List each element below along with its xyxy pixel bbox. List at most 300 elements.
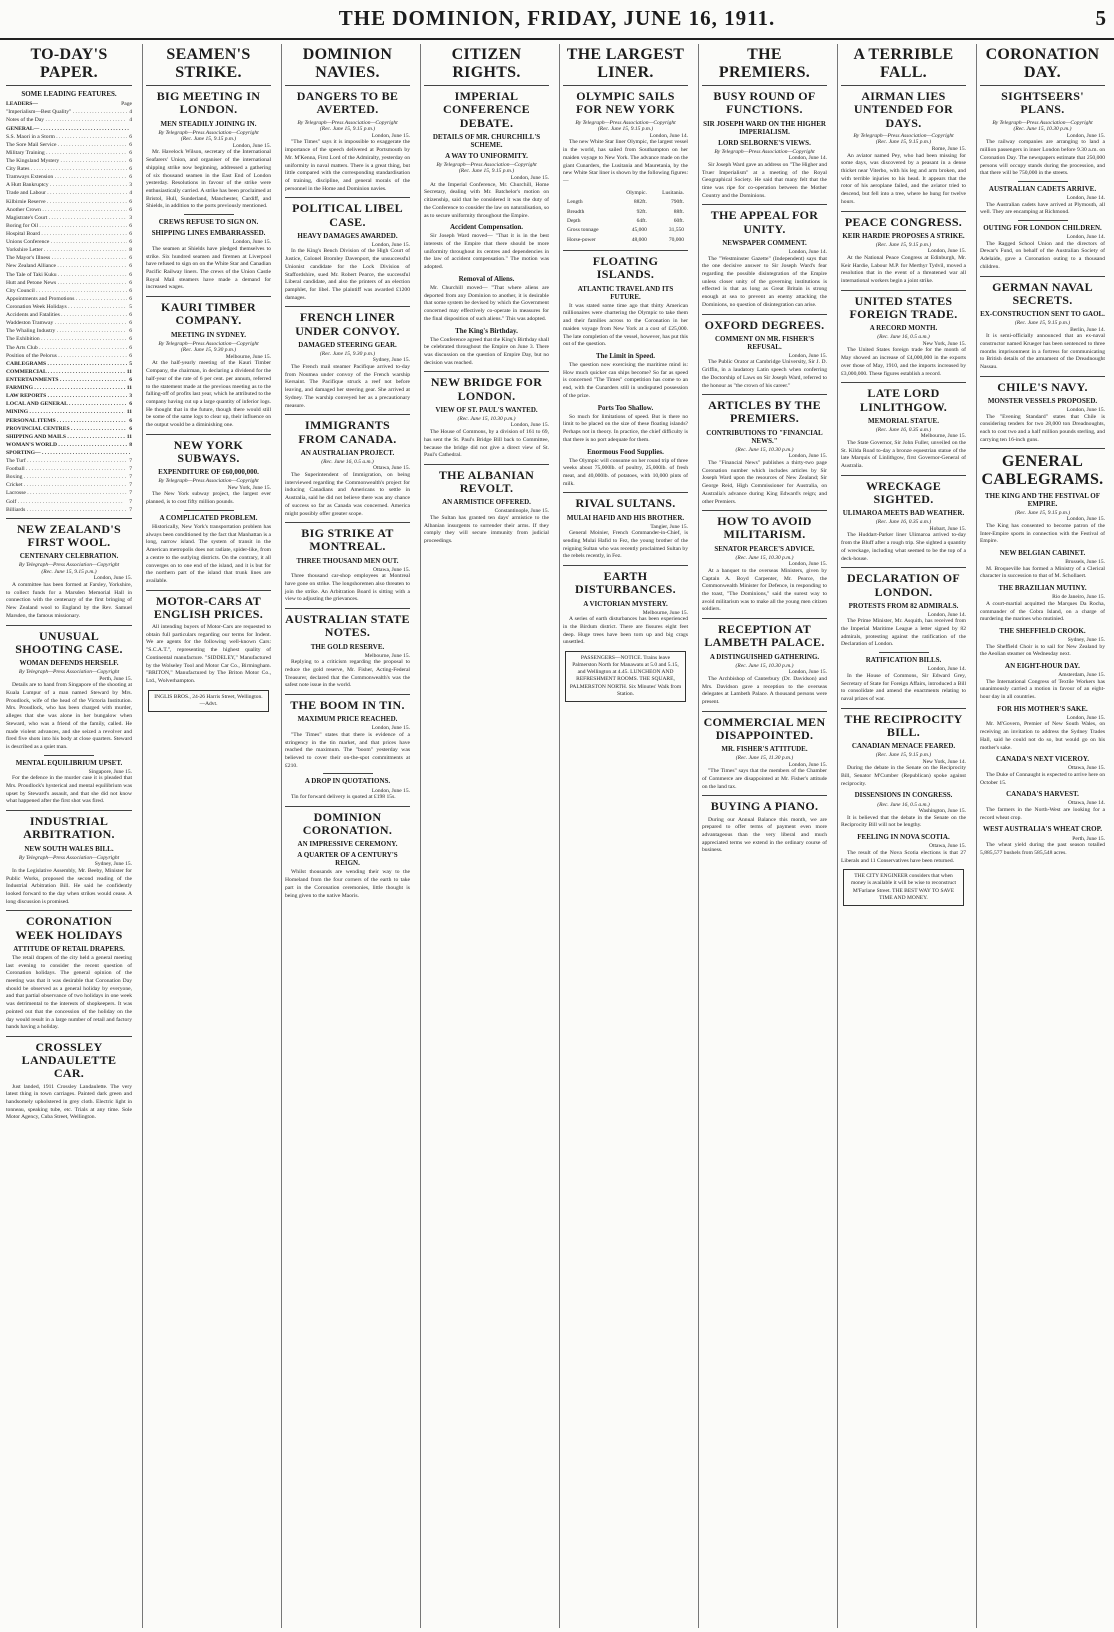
subheadline: THE GOLD RESERVE. <box>310 642 385 651</box>
headline: A COMPLICATED PROBLEM. <box>159 513 258 522</box>
headline: LATE LORD LINLITHGOW. <box>859 386 948 414</box>
subheadline: SHIPPING LINES EMBARRASSED. <box>151 229 266 238</box>
dateline: Sydney, June 15. <box>94 861 132 868</box>
dateline: Amsterdam, June 15. <box>1058 672 1105 679</box>
headline: COMMERCIAL MEN DISAPPOINTED. <box>703 714 826 742</box>
headline: MOTOR-CARS AT ENGLISH PRICES. <box>153 593 264 621</box>
article-text: The wheat yield during the past season totalled 5,885,577 bushels from 585,548 acres. <box>980 842 1105 856</box>
page-number: 5 <box>1095 6 1106 30</box>
index-item: Football . . . 7 <box>6 465 132 473</box>
article-text: The Australian cadets have arrived at Plymouth, all well. They are encamping at Richmond. <box>980 201 1105 216</box>
headline: FLOATING ISLANDS. <box>592 254 659 282</box>
article-text: General Moinier, French Commander-in-Chief, is sending Mulai Hafid to Fez, the young brother of the reigning Sultan who was recently proclaimed Sultan by the rebels recently, in Fez. <box>563 530 688 560</box>
dateline: Melbourne, June 15. <box>920 433 966 440</box>
dateline: London, June 15. <box>927 248 966 255</box>
headline: BIG STRIKE AT MONTREAL. <box>301 526 394 554</box>
article-text: The Huddart-Parker liner Ulimaroa arrived to-day from the Bluff after a rough trip. She sighted a quantity of wreckage, including what seemed to be the top of a deck-house. <box>841 532 966 562</box>
article-text: The Ragged School Union and the directors of Dewar's Fund, on behalf of the Australian Society of Adelaide, gave a Coronation outing to a thousand children. <box>980 240 1105 270</box>
subheadline: CONTRIBUTIONS TO "FINANCIAL NEWS." <box>706 428 823 445</box>
article-text: The International Congress of Textile Workers has unanimously carried a motion in favour of an eight-hour day in all countries. <box>980 678 1105 701</box>
article-text: The "Westminster Gazette" (Independent) says that the one decisive answer to Sir Joseph Ward's fear regarding the possible disintegration of the Empire unless closer unity of the governing institutions is effected is that as long as Great Britain is strong enough at sea to prevent an enemy attacking the Dominions, no question of disintegration can arise. <box>702 255 827 308</box>
received-time: (Rec. June 15, 9.15 p.m.) <box>41 568 97 575</box>
index-item: COMMERCIAL . . . 11 <box>6 368 132 376</box>
subheadline: MAXIMUM PRICE REACHED. <box>297 715 398 724</box>
dateline: Tangier, June 15. <box>650 523 688 530</box>
dateline: Rio de Janeiro, June 15. <box>1052 594 1105 601</box>
subheadline: A WAY TO UNIFORMITY. <box>445 151 528 160</box>
article-text: At the Imperial Conference, Mr. Churchill, Home Secretary, dealing with Mr. Batchelor's motion on citizenship, said that he considered it was the duty of the Conference to consider the law on naturalisation, so as to secure uniformity throughout the Empire. <box>424 181 549 219</box>
subheadline: KEIR HARDIE PROPOSES A STRIKE. <box>842 231 965 240</box>
dateline: London, June 14. <box>927 666 966 673</box>
subheadline: THREE THOUSAND MEN OUT. <box>296 556 399 565</box>
article-text: At the National Peace Congress at Edinburgh, Mr. Keir Hardie, Labour M.P. for Merthyr Tydvil, moved a resolution that in the event of a threatened war all international workers begin a joint strike. <box>841 254 966 285</box>
headline: BUSY ROUND OF FUNCTIONS. <box>713 89 816 117</box>
liner-comparison-table <box>563 188 688 247</box>
dateline: Washington, June 15. <box>918 808 966 815</box>
headline: CREWS REFUSE TO SIGN ON. <box>158 218 259 227</box>
index-item: The Arts Club . . . 6 <box>6 344 132 352</box>
dateline: Ottawa, June 14. <box>1068 800 1105 807</box>
dateline: Melbourne, June 15. <box>225 353 271 360</box>
received-time: (Rec. June 15, 9.15 p.m.) <box>875 752 932 759</box>
subheadline: EX-CONSTRUCTION SENT TO GAOL. <box>980 309 1105 318</box>
headline: AUSTRALIAN STATE NOTES. <box>285 612 410 640</box>
dateline: Perth, June 15. <box>1072 835 1105 842</box>
subheadline: MEN STEADILY JOINING IN. <box>160 119 257 128</box>
table-header-row: Olympic. Lusitania. <box>626 189 684 196</box>
dateline: London, June 15. <box>1066 516 1105 523</box>
headline: PEACE CONGRESS. <box>844 214 963 229</box>
headline: NEW BRIDGE FOR LONDON. <box>430 375 543 403</box>
column-8 <box>976 44 1108 1628</box>
section-heading: THE LARGEST LINER. <box>566 46 685 81</box>
subheadline: MULAI HAFID AND HIS BROTHER. <box>566 513 685 522</box>
index-item: The Sore Mail Service . . . 6 <box>6 141 132 149</box>
headline: CANADA'S NEXT VICEROY. <box>995 755 1090 764</box>
index-item: Accidents and Fatalities . . . 6 <box>6 311 132 319</box>
received-time: (Rec. June 15, 9.15 p.m.) <box>458 168 515 175</box>
dateline: Melbourne, June 15. <box>364 652 410 659</box>
column-2 <box>142 44 274 1628</box>
index-item: Lacrosse . . . 7 <box>6 489 132 497</box>
byline: By Telegraph—Press Association—Copyright <box>714 148 815 155</box>
headline: RECEPTION AT LAMBETH PALACE. <box>704 622 825 650</box>
column-6 <box>698 44 830 1628</box>
subheadline: DAMAGED STEERING GEAR. <box>298 340 397 349</box>
index-heading: SOME LEADING FEATURES. <box>21 90 117 99</box>
subheadline: SIR JOSEPH WARD ON THE HIGHER IMPERIALISM. <box>703 119 826 136</box>
table-row: Depth 64ft. 60ft. <box>567 217 684 224</box>
index-item: City Rates . . . 6 <box>6 165 132 173</box>
subheadline: ATLANTIC TRAVEL AND ITS FUTURE. <box>577 284 674 301</box>
section-heading: DOMINION NAVIES. <box>302 46 393 81</box>
dateline: Ottawa, June 15. <box>929 843 966 850</box>
headline: THE RECIPROCITY BILL. <box>844 711 963 739</box>
section-heading: THE PREMIERS. <box>718 46 811 81</box>
received-time: (Rec. June 16, 0.5 a.m.) <box>877 334 930 341</box>
index-item: City Council . . . 6 <box>6 287 132 295</box>
index-item: Golf . . . 7 <box>6 498 132 506</box>
headline: OUTING FOR LONDON CHILDREN. <box>983 224 1102 233</box>
table-row: Length 882ft. 790ft. <box>567 199 684 206</box>
dateline: London, June 14. <box>788 248 827 255</box>
headline: DISSENSIONS IN CONGRESS. <box>854 791 953 800</box>
index-item: SHIPPING AND MAILS . . . 11 <box>6 433 132 441</box>
headline: DOMINION CORONATION. <box>302 809 393 838</box>
masthead <box>0 0 1114 40</box>
column-5 <box>559 44 691 1628</box>
index-item: Kilbirnie Reserve . . . 6 <box>6 198 132 206</box>
index-item: MINING . . . 11 <box>6 408 132 416</box>
headline: ARTICLES BY THE PREMIERS. <box>708 398 821 426</box>
article-text: It was stated some time ago that thirty American millionaires were chartering the Olympic to take them and their families across to the Coronation in her maiden voyage from New York at a cost of £25,000. The late completion of the vessel, however, has put this out of the question. <box>563 302 688 348</box>
dateline: Rome, June 15. <box>931 145 966 152</box>
received-time: (Rec. June 15, 9.15 p.m.) <box>875 241 932 248</box>
dateline: London, June 15. <box>232 239 271 246</box>
dateline: Berlin, June 14. <box>1070 326 1105 333</box>
headline: RIVAL SULTANS. <box>575 496 676 511</box>
subheadline: A RECORD MONTH. <box>869 324 938 333</box>
subheadline: NEW SOUTH WALES BILL. <box>24 844 114 853</box>
index-item: The Tale of Taki Kuku . . . 6 <box>6 271 132 279</box>
article-text: The Archbishop of Canterbury (Dr. Davidson) and Mrs. Davidson gave a reception to the overseas delegates at Lambeth Palace. A thousand persons were present. <box>702 675 827 705</box>
byline: By Telegraph—Press Association—Copyright <box>853 132 954 139</box>
article-text: The "Financial News" publishes a thirty-two page Coronation number which includes articles by Sir Joseph Ward upon the resources of New Zealand; Sir George Reid, High Commissioner for Australia, on Australia's advance during King Edward's reign; and other Premiers. <box>702 459 827 505</box>
index-item: Yorkshire Letter . . . 8 <box>6 246 132 254</box>
byline: By Telegraph—Press Association—Copyright <box>436 161 537 168</box>
dateline: Ottawa, June 15. <box>1068 765 1105 772</box>
article-text: The Public Orator at Cambridge University, Sir J. D. Griffin, in a laudatory Latin speech when conferring the Doctorship of Laws on Sir Joseph Ward, referred to the honour as "the crown of his career." <box>702 359 827 389</box>
dateline: London, June 14. <box>649 132 688 139</box>
section-heading: CORONATION DAY. <box>985 46 1100 81</box>
index-item: A Hutt Bankruptcy . . . 3 <box>6 181 132 189</box>
index-item: ENTERTAINMENTS . . . 6 <box>6 376 132 384</box>
received-time: (Rec. June 15, 9.30 p.m.) <box>180 347 237 354</box>
subheadline: A DISTINGUISHED GATHERING. <box>709 652 820 661</box>
index-item: Unions Conference . . . 6 <box>6 238 132 246</box>
column-1 <box>3 44 135 1628</box>
headline: AUSTRALIAN CADETS ARRIVE. <box>988 184 1097 193</box>
headline: SIGHTSEERS' PLANS. <box>1001 89 1084 117</box>
section-label: Enormous Food Supplies. <box>587 447 664 456</box>
article-text: The railway companies are arranging to land a million passengers in inner London before 9.30 a.m. on Coronation Day. The newspapers estimate that 250,000 persons will occupy stands during the procession, and that there will be 750,000 in the streets. <box>980 139 1105 177</box>
headline: KAURI TIMBER COMPANY. <box>160 300 257 328</box>
column-4 <box>420 44 552 1628</box>
headline: UNUSUAL SHOOTING CASE. <box>15 628 123 656</box>
index-item: Cricket . . . 7 <box>6 481 132 489</box>
article-text: The seamen at Shields have pledged themselves to strike. Six hundred seamen and firemen at Liverpool have refused to sign on on the White Star and Canadian Pacific Railway liners. The crews of the Union Castle Royal Mail steamers have made a demand for increased wages. <box>146 245 271 291</box>
article-text: Just landed, 1911 Crossley Landaulette. The very latest thing in town carriages. Painted dark green and handsomely upholstered in grey cloth. Electric light in tonneau, speaking tube, etc. Trials at any time. Sole Motor Agency, Cuba Street, Wellington. <box>6 1083 132 1121</box>
subheadline: AN IMPRESSIVE CEREMONY. <box>297 840 398 849</box>
dateline: Ottawa, June 15. <box>373 465 410 472</box>
article-text: So much for limitations of speed. But is there no limit to be placed on the size of these floating islands? Perhaps not in theory. In practice, the chief difficulty is that there is no port adequate for them. <box>563 413 688 443</box>
index-item: LAW REPORTS . . . 3 <box>6 392 132 400</box>
received-time: (Rec. June 15, 9.15 p.m.) <box>319 126 376 133</box>
index-item: Notes of the Day . . . 4 <box>6 116 132 124</box>
index-item: LOCAL AND GENERAL . . . 6 <box>6 400 132 408</box>
advertisement: PASSENGERS—NOTICE. Trains leave Palmerston North for Manawatu at 5.0 and 5.15, and Wellington at 4.45. LUNCHEON AND REFRESHMENT ROOMS. THE SQUARE, PALMERSTON NORTH. Six Minutes' Walk from Station. <box>565 651 686 702</box>
index-item: The Whaling Industry . . . 6 <box>6 327 132 335</box>
article-text: The King has consented to become patron of the Inter-Empire sports in connection with the Festival of Empire. <box>980 522 1105 545</box>
section-heading: CITIZEN RIGHTS. <box>451 46 522 81</box>
article-text: The Duke of Connaught is expected to arrive here on October 15. <box>980 771 1105 786</box>
article-text: Tin for forward delivery is quoted at £198 15s. <box>291 794 396 801</box>
received-time: (Rec. June 15, 11.30 p.m.) <box>735 755 794 762</box>
article-text: "The Times" says it is impossible to exaggerate the importance of the speech delivered at Portsmouth by Mr. M'Kenna, First Lord of the Admiralty, yesterday on uniformity in naval matters. There is a great thing, but little compared with the corresponding standardisation of training, discipline, and general morals of the personnel in the Home and Dominion navies. <box>285 139 410 192</box>
dateline: London, June 14. <box>1066 234 1105 241</box>
headline: CROSSLEY LANDAULETTE CAR. <box>21 1040 117 1081</box>
general-cablegrams-heading: GENERAL CABLEGRAMS. <box>981 453 1104 489</box>
headline: DECLARATION OF LONDON. <box>847 571 960 599</box>
headline: FEELING IN NOVA SCOTIA. <box>857 833 950 842</box>
received-time: (Rec. June 16, 0.5 a.m.) <box>877 801 930 808</box>
byline: By Telegraph—Press Association—Copyright <box>158 478 259 485</box>
headline: HOW TO AVOID MILITARISM. <box>717 514 812 542</box>
byline: By Telegraph—Press Association—Copyright <box>18 854 120 861</box>
article-text: The State Governor, Sir John Fuller, unveiled on the St. Kilda Road to-day a bronze equestrian statue of the late Marquis of Linlithgow, first Governor-General of Australia. <box>841 439 966 470</box>
article-text: The New York subway project, the largest ever planned, is to cost fifty million pounds. <box>146 491 271 506</box>
article-text: The Sheffield Choir is to sail for New Zealand by the Aeolian steamer on Wednesday next. <box>980 643 1105 658</box>
article-text: A series of earth disturbances has been experienced in the Birdum district. There are fissures eight feet deep. Huge trees have been torn up and big crags unsettled. <box>563 616 688 646</box>
article-text: The question now exercising the maritime mind is: How much quicker can ships become? So far as speed is concerned "The Times" competition has come to an end, with the Cunarders still in undisputed possession of the prize. <box>563 362 688 399</box>
headline: MENTAL EQUILIBRIUM UPSET. <box>15 758 123 767</box>
dateline: London, June 15. <box>371 241 410 248</box>
article-text: Replying to a criticism regarding the proposal to reduce the gold reserve, Mr. Fisher, Acting-Federal Treasurer, declared that the Commonwealth's was the safest note issue in the world. <box>285 659 410 689</box>
index-item: Magistrate's Court . . . 3 <box>6 214 132 222</box>
dateline: London, June 14. <box>927 611 966 618</box>
index-header-row: LEADERS— Page <box>6 101 132 108</box>
dateline: London, June 15. <box>232 142 271 149</box>
subheadline: A VICTORIAN MYSTERY. <box>583 599 668 608</box>
index-item: Boxing . . . 7 <box>6 473 132 481</box>
index-item: The Kingsland Mystery . . . 6 <box>6 157 132 165</box>
article-text: Mr. Churchill moved— "That where aliens are deported from any Dominion to another, it is desirable that some system be devised by which the Government concerned may effectively co-operate in measures for the final disposition of such aliens." This was adopted. <box>424 284 549 322</box>
dateline: London, June 15. <box>788 453 827 460</box>
headline: UNITED STATES FOREIGN TRADE. <box>849 293 958 322</box>
article-text: Historically, New York's transportation problem has always been conditioned by the fact that Manhattan is a long, narrow island. The system of transit in the American metropolis does not radiate, spider-like, from a centre to the outlying districts. On the contrary, it all converges on to one end of the island, and it is but for the northern part of the island that trunk lines are available. <box>146 523 271 584</box>
dateline: Sydney, June 15. <box>372 357 410 364</box>
dateline: New York, June 15. <box>227 484 271 491</box>
index-item: S.S. Maori in a Storm . . . 6 <box>6 133 132 141</box>
section-heading: SEAMEN'S STRIKE. <box>166 46 251 81</box>
byline: By Telegraph—Press Association—Copyright <box>18 669 120 676</box>
index-item: The Exhibition . . . 6 <box>6 335 132 343</box>
subheadline: LORD SELBORNE'S VIEWS. <box>718 138 811 147</box>
article-text: The United States foreign trade for the month of May showed an increase of £4,000,000 in the exports over those of May, 1910, and the imports increased by £3,000,000. These figures establish a record. <box>841 347 966 377</box>
headline: A DROP IN QUOTATIONS. <box>304 777 391 786</box>
article-text: Sir Joseph Ward moved— "That it is in the best interests of the Empire that there should be more uniformity throughout its centres and dependencies in the law of accident compensation." The motion was adopted. <box>424 233 549 271</box>
article-text: For the defence in the murder case it is pleaded that Mrs. Proudlock's hysterical and mental equilibrium was upset by Steward's assault, and that she did not know what happened after the first shot was fired. <box>6 775 132 805</box>
index-item: Hutt and Petone News . . . 6 <box>6 279 132 287</box>
article-text: The new White Star liner Olympic, the largest vessel in the world, has sailed from Southampton on her maiden voyage to New York. The advance made on the giant Cunarders, the Lusitania and Mauretania, by the new White Star liner is shown by the following figures:— <box>563 139 688 184</box>
headline: BIG MEETING IN LONDON. <box>156 89 261 117</box>
index-item: Appointments and Promotions . . . 6 <box>6 295 132 303</box>
index-item: WOMAN'S WORLD . . . 8 <box>6 441 132 449</box>
dateline: Singapore, June 15. <box>88 768 132 775</box>
headline: THE BOOM IN TIN. <box>290 698 405 713</box>
subheadline: WOMAN DEFENDS HERSELF. <box>19 658 119 667</box>
dateline: London, June 15. <box>788 561 827 568</box>
article-text: The Prime Minister, Mr. Asquith, has received from the Imperial Maritime League a letter signed by 82 admirals, protesting against the ratification of the Declaration of London. <box>841 618 966 648</box>
headline: OXFORD DEGREES. <box>704 317 825 332</box>
column-7 <box>837 44 969 1628</box>
article-text: Mr. M'Govern, Premier of New South Wales, on receiving an invitation to address the Sydney Trades Hall, said he could not do so, but would go on his mother's sake. <box>980 721 1105 751</box>
index-item: CABLEGRAMS . . . 5 <box>6 360 132 368</box>
dateline: London, June 15. <box>371 132 410 139</box>
received-time: (Rec. June 15, 10.30 p.m.) <box>1013 126 1072 133</box>
article-text: It is semi-officially announced that an ex-naval constructor named Krueger has been sentenced to three months imprisonment in a fortress for communicating to British details of the armament of the Dreadnought Nassau. <box>980 333 1105 371</box>
masthead-title: THE DOMINION, FRIDAY, JUNE 16, 1911. <box>338 6 776 30</box>
received-time: (Rec. June 15, 10.30 p.m.) <box>735 554 794 561</box>
dateline: London, June 15. <box>1066 406 1105 413</box>
dateline: London, June 15. <box>788 352 827 359</box>
article-text: A court-martial acquitted the Marques Da Rocha, commander of the Cobra Island, on a charge of murdering the marines who mutinied. <box>980 600 1105 623</box>
received-time: (Rec. June 15, 9.15 p.m.) <box>1014 319 1071 326</box>
received-time: (Rec. June 15, 9.15 p.m.) <box>875 139 932 146</box>
todays-paper-heading: TO-DAY'S PAPER. <box>30 46 108 81</box>
article-text: In the House of Commons, Sir Edward Grey, Secretary of State for Foreign Affairs, introduced a Bill to consolidate and amend the enactments relating to naval prizes of war. <box>841 672 966 702</box>
subheadline: MEMORIAL STATUE. <box>868 416 939 425</box>
article-text: A committee has been formed at Farsley, Yorkshire, to collect funds for a Marsden Memorial Hall in connection with the centenary of the first bringing of New Zealand wool to England by the Rev. Samuel Marsden, the famous missionary. <box>6 582 132 619</box>
index-item: GENERAL— . . . <box>6 125 132 133</box>
subheadline: EXPENDITURE OF £60,000,000. <box>158 468 259 477</box>
index-item: PERSONAL ITEMS . . . 6 <box>6 417 132 425</box>
headline: GERMAN NAVAL SECRETS. <box>992 279 1093 307</box>
subheadline: THE KING AND THE FESTIVAL OF EMPIRE. <box>984 491 1101 508</box>
headline: RATIFICATION BILLS. <box>865 656 942 665</box>
article-text: The Superintendent of Immigration, on being interviewed regarding the Commonwealth's project for inducing Canadians and Americans to settle in Australia, said he did not believe there was any chance of success so far as Canada was concerned. America might possibly offer greater scope. <box>285 471 410 517</box>
headline: FRENCH LINER UNDER CONVOY. <box>295 310 400 338</box>
dateline: London, June 15. <box>1066 714 1105 721</box>
article-text: It is believed that the debate in the Senate on the Reciprocity Bill will not be lengthy. <box>841 814 966 829</box>
index-item: Another Crown . . . 6 <box>6 206 132 214</box>
headline: BUYING A PIANO. <box>710 799 819 814</box>
section-label: The Limit in Speed. <box>595 351 656 360</box>
article-text: The French mail steamer Pacifique arrived to-day from Noumea under convoy of the French warship Kersaint. The Pacifique struck a reef not before leaving, and damaged her steering gear. She arrived at Sydney. The warship conveyed her as a precautionary measure. <box>285 364 410 409</box>
subheadline: AN ARMISTICE OFFERED. <box>442 498 531 507</box>
table-row: Gross tonnage 45,000 31,550 <box>567 227 684 234</box>
article-text: Three thousand car-shop employees at Montreal have gone on strike. The longshoremen also threaten to join the strike. An Arbitration Board is sitting with a view to adjusting the grievances. <box>285 573 410 603</box>
subheadline: MEETING IN SYDNEY. <box>170 330 246 339</box>
columns <box>0 44 1114 1628</box>
dateline: London, June 14. <box>788 155 827 162</box>
article-text: The farmers in the North-West are looking for a record wheat crop. <box>980 807 1105 821</box>
headline: CORONATION WEEK HOLIDAYS <box>15 914 123 942</box>
headline: CHILE'S NAVY. <box>997 379 1088 394</box>
article-text: In the King's Bench Division of the High Court of Justice, Colonel Bromley Davenport, the unsuccessful Unionist candidate for the Lock Division of Staffordshire, sued Mr. Robert Pearce, the successful Liberal candidate, and also the printers of an election pamphlet, for libel. The plaintiff was awarded £1200 damages. <box>285 248 410 301</box>
dateline: London, June 15. <box>510 175 549 182</box>
article-text: An aviator named Pey, who had been missing for some days, was discovered by a peasant in a dense thicket near Viterbo, with his leg and arm broken, and with terrible injuries to his head. It appears that the rotor of his aeroplane failed, and the aviator tried to descend, but fell into a tree, where he hung for twelve hours. <box>841 152 966 205</box>
section-label: Accident Compensation. <box>449 223 524 232</box>
article-text: M. Broqueville has formed a Ministry of a Clerical character in succession to that of M. Schollaert. <box>980 565 1105 580</box>
advertisement: INGLIS BROS., 24-26 Harris Street, Wellington.—Advt. <box>148 690 269 712</box>
dateline: London, June 14. <box>1066 194 1105 201</box>
article-text: At a banquet to the overseas Ministers, given by Captain A. Boyd Carpenter, Mr. Pearce, the Commonwealth Minister for Defence, in responding to the toast, "The Dominions," said the surest way to avoid militarism was to make all the young men citizen soldiers. <box>702 567 827 613</box>
subheadline: COMMENT ON MR. FISHER'S REFUSAL. <box>714 334 815 351</box>
dateline: New York, June 15. <box>922 340 966 347</box>
headline: INDUSTRIAL ARBITRATION. <box>23 814 115 842</box>
headline: THE APPEAL FOR UNITY. <box>710 208 819 236</box>
headline: NEW ZEALAND'S FIRST WOOL. <box>16 521 122 549</box>
article-text: At the half-yearly meeting of the Kauri Timber Company, the chairman, in declaring a dividend for the half-year of the rate of 6 per cent. per annum, referred to the statement made at the previous meeting as to the falling-off of profits last year, which he attributed to the company having cut up a large quantity of inferior logs. He thought that in the future, though there would still be some of the same logs to clear up, their influence on the output would be a diminishing one. <box>146 360 271 429</box>
article-text: All intending buyers of Motor-Cars are requested to obtain full particulars regarding our terms for Indent. We are agents for the following well-known Cars: "S.C.A.T.", representing the highest quality of Continental manufacture. "SIDDELEY," Manufactured by the Wolseley Tool and Motor Car Co., Birmingham. "BRITON," Manufactured by The Briton Motor Co., Ltd., Wolverhampton. <box>146 624 271 685</box>
index-item: "Imperialism—Best Quality" . . . 4 <box>6 108 132 116</box>
dateline: Constantinople, June 15. <box>494 508 549 515</box>
headline: NEW YORK SUBWAYS. <box>173 437 244 465</box>
dateline: London, June 15. <box>371 787 410 794</box>
byline: By Telegraph—Press Association—Copyright <box>575 119 676 126</box>
index-item: Position of the Pelorus . . . 6 <box>6 352 132 360</box>
headline: WEST AUSTRALIA'S WHEAT CROP. <box>982 825 1103 834</box>
subheadline: HEAVY DAMAGES AWARDED. <box>297 231 398 240</box>
headline: THE BRAZILIAN MUTINY. <box>998 584 1087 593</box>
index-item: Tramways Extension . . . 6 <box>6 173 132 181</box>
subheadline: ULIMAROA MEETS BAD WEATHER. <box>842 509 965 518</box>
article-text: During our Annual Balance this month, we are prepared to offer terms of payment even more advantageous than the very liberal and much appreciated terms we extend in the ordinary course of business. <box>702 816 827 854</box>
headline: THE ALBANIAN REVOLT. <box>438 467 535 496</box>
article-text: Details are to hand from Singapore of the shooting at Kuala Lumpur of a man named Steward by Mrs. Proudlock, wife of the head of the Victoria Institution. Mrs. Proudlock, who has been charged with murder, alleges that she was alone in her bungalow when Steward, who was a friend of the family, called. He made violent advances, and she seized a revolver and fired five shots into his body at close quarters. Steward is described as a quiet man. <box>6 682 132 750</box>
received-time: (Rec. June 16, 0.5 a.m.) <box>321 458 374 465</box>
index-item: Billiards . . . 7 <box>6 506 132 514</box>
section-label: The King's Birthday. <box>455 326 518 335</box>
subheadline: SENATOR PEARCE'S ADVICE. <box>714 544 815 553</box>
subheadline: CANADIAN MENACE FEARED. <box>851 742 956 751</box>
received-time: (Rec. June 15, 9.15 p.m.) <box>180 136 237 143</box>
section-label: Removal of Aliens. <box>458 274 515 283</box>
headline: AN EIGHT-HOUR DAY. <box>1005 662 1080 671</box>
index-item: Hospital Board . . . 6 <box>6 230 132 238</box>
subheadline: PROTESTS FROM 82 ADMIRALS. <box>848 601 959 610</box>
dateline: Hobart, June 15. <box>929 525 966 532</box>
index-item: FARMING . . . 11 <box>6 384 132 392</box>
article-text: "The Times" states that there is evidence of a stringency in the tin market, and that prices have reached the maximum. The "boom" yesterday was believed to cover their on-the-spot commitments at £210. <box>285 731 410 769</box>
headline: IMMIGRANTS FROM CANADA. <box>298 418 397 446</box>
byline: By Telegraph—Press Association—Copyright <box>18 562 120 569</box>
headline: CANADA'S HARVEST. <box>1006 790 1079 799</box>
article-text: Mr. Havelock Wilson, secretary of the International Seafarers' Union, and organiser of the international shipping strike now beginning, addressed a gathering of six thousand seamen in the East End of London yesterday. Resolutions in favour of the strike were enthusiastically carried. A strike has been proclaimed at Bristol, Hull, Sunderland, Manchester, Cardiff, and Shields, in addition to the ports previously mentioned. <box>146 149 271 210</box>
dateline: London, June 15. <box>371 725 410 732</box>
dateline: London, June 15. <box>93 575 132 582</box>
dateline: Sydney, June 15. <box>1067 636 1105 643</box>
index-item: Boring for Oil . . . 6 <box>6 222 132 230</box>
received-time: (Rec. June 15, 10.30 p.m.) <box>735 446 794 453</box>
article-text: The result of the Nova Scotia elections is that 27 Liberals and 11 Conservatives have been returned. <box>841 849 966 864</box>
dateline: Perth, June 15. <box>99 675 132 682</box>
received-time: (Rec. June 15, 9.15 p.m.) <box>597 126 654 133</box>
byline: By Telegraph—Press Association—Copyright <box>992 119 1093 126</box>
dateline: Ottawa, June 15. <box>373 566 410 573</box>
received-time: (Rec. June 16, 0.35 a.m.) <box>875 519 932 526</box>
article-text: The Conference agreed that the King's Birthday shall be celebrated throughout the Empire on June 3. There was discussion on the question of Empire Day, but no decision was reached. <box>424 336 549 366</box>
headline: OLYMPIC SAILS FOR NEW YORK <box>576 89 675 117</box>
dateline: New York, June 14. <box>922 758 966 765</box>
byline: By Telegraph—Press Association—Copyright <box>158 129 259 136</box>
article-text: Whilst thousands are wending their way to the Homeland from the four corners of the earth to take part in the Coronation ceremonies, little thought is being given to the native Maoris. <box>285 869 410 899</box>
subheadline: VIEW OF ST. PAUL'S WANTED. <box>435 405 538 414</box>
received-time: (Rec. June 15, 10.30 p.m.) <box>735 662 794 669</box>
subheadline: CENTENARY CELEBRATION. <box>19 552 119 561</box>
subheadline: MR. FISHER'S ATTITUDE. <box>721 745 808 754</box>
article-text: The House of Commons, by a division of 161 to 69, has sent the St. Paul's Bridge Bill back to Committee, because the bridge did not give a direct view of St. Paul's Cathedral. <box>424 429 549 459</box>
advertisement: THE CITY ENGINEER considers that when money is available it will be wise to reconstruct M'Farlane Street. THE BEST WAY TO SAVE TIME AND MONEY. <box>843 869 964 906</box>
article-text: The "Evening Standard" states that Chile is considering tenders for two 28,000 ton Dreadnoughts, each to cost two and a half million pounds sterling, and carrying ten 16-inch guns. <box>980 413 1105 443</box>
subheadline: ATTITUDE OF RETAIL DRAPERS. <box>13 944 125 953</box>
index-item: Military Training . . . 6 <box>6 149 132 157</box>
received-time: (Rec. June 16, 0.35 a.m.) <box>875 426 932 433</box>
dateline: London, June 15. <box>788 761 827 768</box>
section-label: Ports Too Shallow. <box>597 403 654 412</box>
byline: By Telegraph—Press Association—Copyright <box>297 119 398 126</box>
